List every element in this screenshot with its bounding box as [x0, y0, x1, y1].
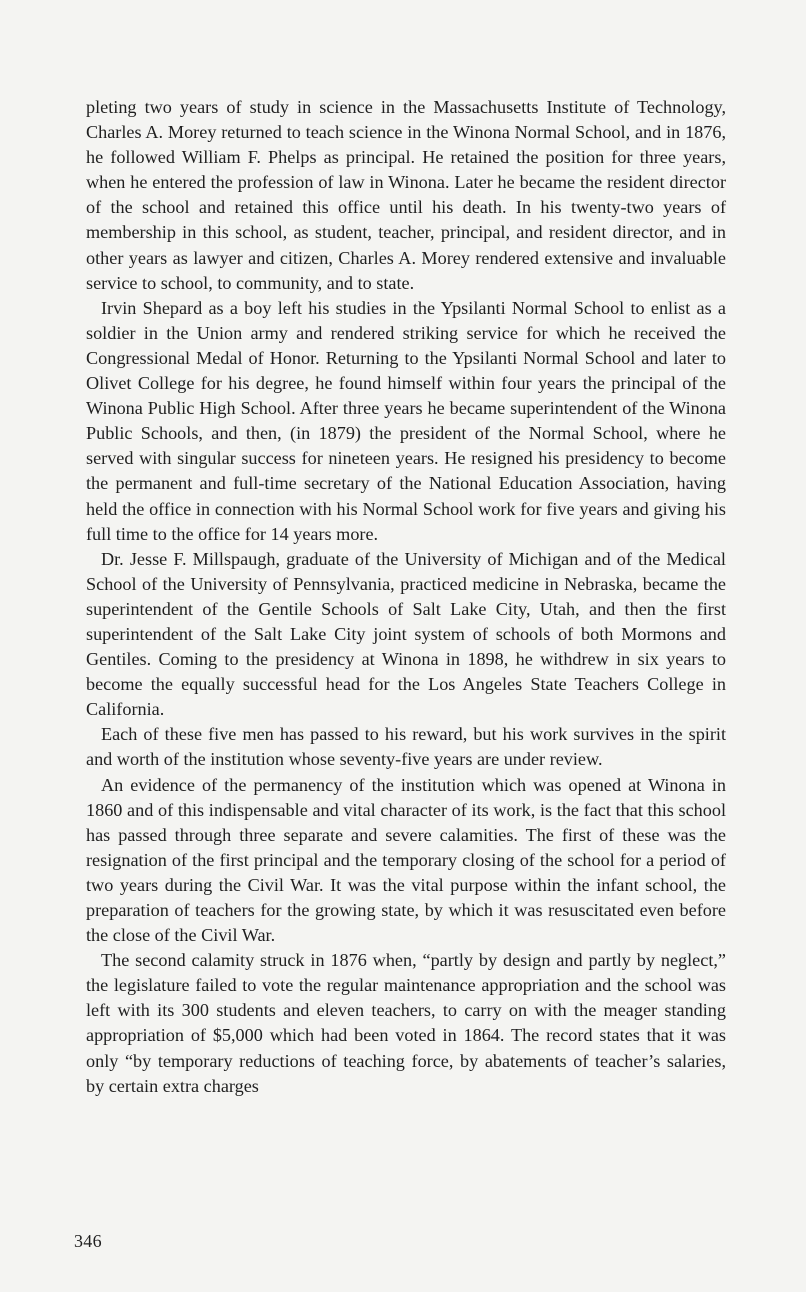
paragraph-shepard: Irvin Shepard as a boy left his studies in the Ypsilanti Normal School to enlist as a soldier in the Union army and rendered striking service for which he received the Congressional Medal of Honor. Returning to the Ypsilanti Normal School and later to Olivet College for his degree, he found himself within four years the principal of the Winona Public High School. After three years he became superintendent of the Winona Public Schools, and then, (in 1879) the president of the Normal School, where he served with singular success for nineteen years. He resigned his presidency to become the permanent and full-time secretary of the National Education Association, having held the office in connection with his Normal School work for five years and giving his full time to the office for 14 years more. [86, 297, 726, 544]
paragraph-second-calamity: The second calamity struck in 1876 when, “partly by design and partly by neglect,” the legislature failed to vote the regular maintenance appropriation and the school was left with its 300 students and eleven teachers, to carry on with the meager standing appropriation of $5,000 which had been voted in 1864. The record states that it was only “by temporary reductions of teaching force, by abatements of teacher’s salaries, by certain extra charges [86, 950, 726, 1096]
paragraph-millspaugh: Dr. Jesse F. Millspaugh, graduate of the University of Michigan and of the Medical School of the University of Pennsylvania, practiced medicine in Nebraska, became the superintendent of the Gentile Schools of Salt Lake City, Utah, and then the first superintendent of the Salt Lake City joint system of schools of both Mormons and Gentiles. Coming to the presidency at Winona in 1898, he withdrew in six years to become the equally successful head for the Los Angeles State Teachers College in California. [86, 548, 726, 720]
page-number: 346 [74, 1231, 102, 1251]
paragraph-five-men: Each of these five men has passed to his reward, but his work survives in the spirit and worth of the institution whose seventy-five years are under review. [86, 724, 726, 770]
paragraph-morey: pleting two years of study in science in the Massachusetts Institute of Technology, Charles A. Morey returned to teach science in the Winona Normal School, and in 1876, he followed William F. Phelps as principal. He retained the position for three years, when he entered the profession of law in Winona. Later he became the resident director of the school and retained this office until his death. In his twenty-two years of membership in this school, as student, teacher, principal, and resident director, and in other years as lawyer and citizen, Charles A. Morey rendered extensive and invaluable service to school, to community, and to state. [86, 97, 726, 293]
paragraph-permanency: An evidence of the permanency of the institution which was opened at Winona in 1860 and of this indispensable and vital character of its work, is the fact that this school has passed through three separate and severe calamities. The first of these was the resignation of the first principal and the temporary closing of the school for a period of two years during the Civil War. It was the vital purpose within the infant school, the preparation of teachers for the growing state, by which it was resuscitated even before the close of the Civil War. [86, 774, 726, 946]
body-text [86, 95, 726, 1099]
